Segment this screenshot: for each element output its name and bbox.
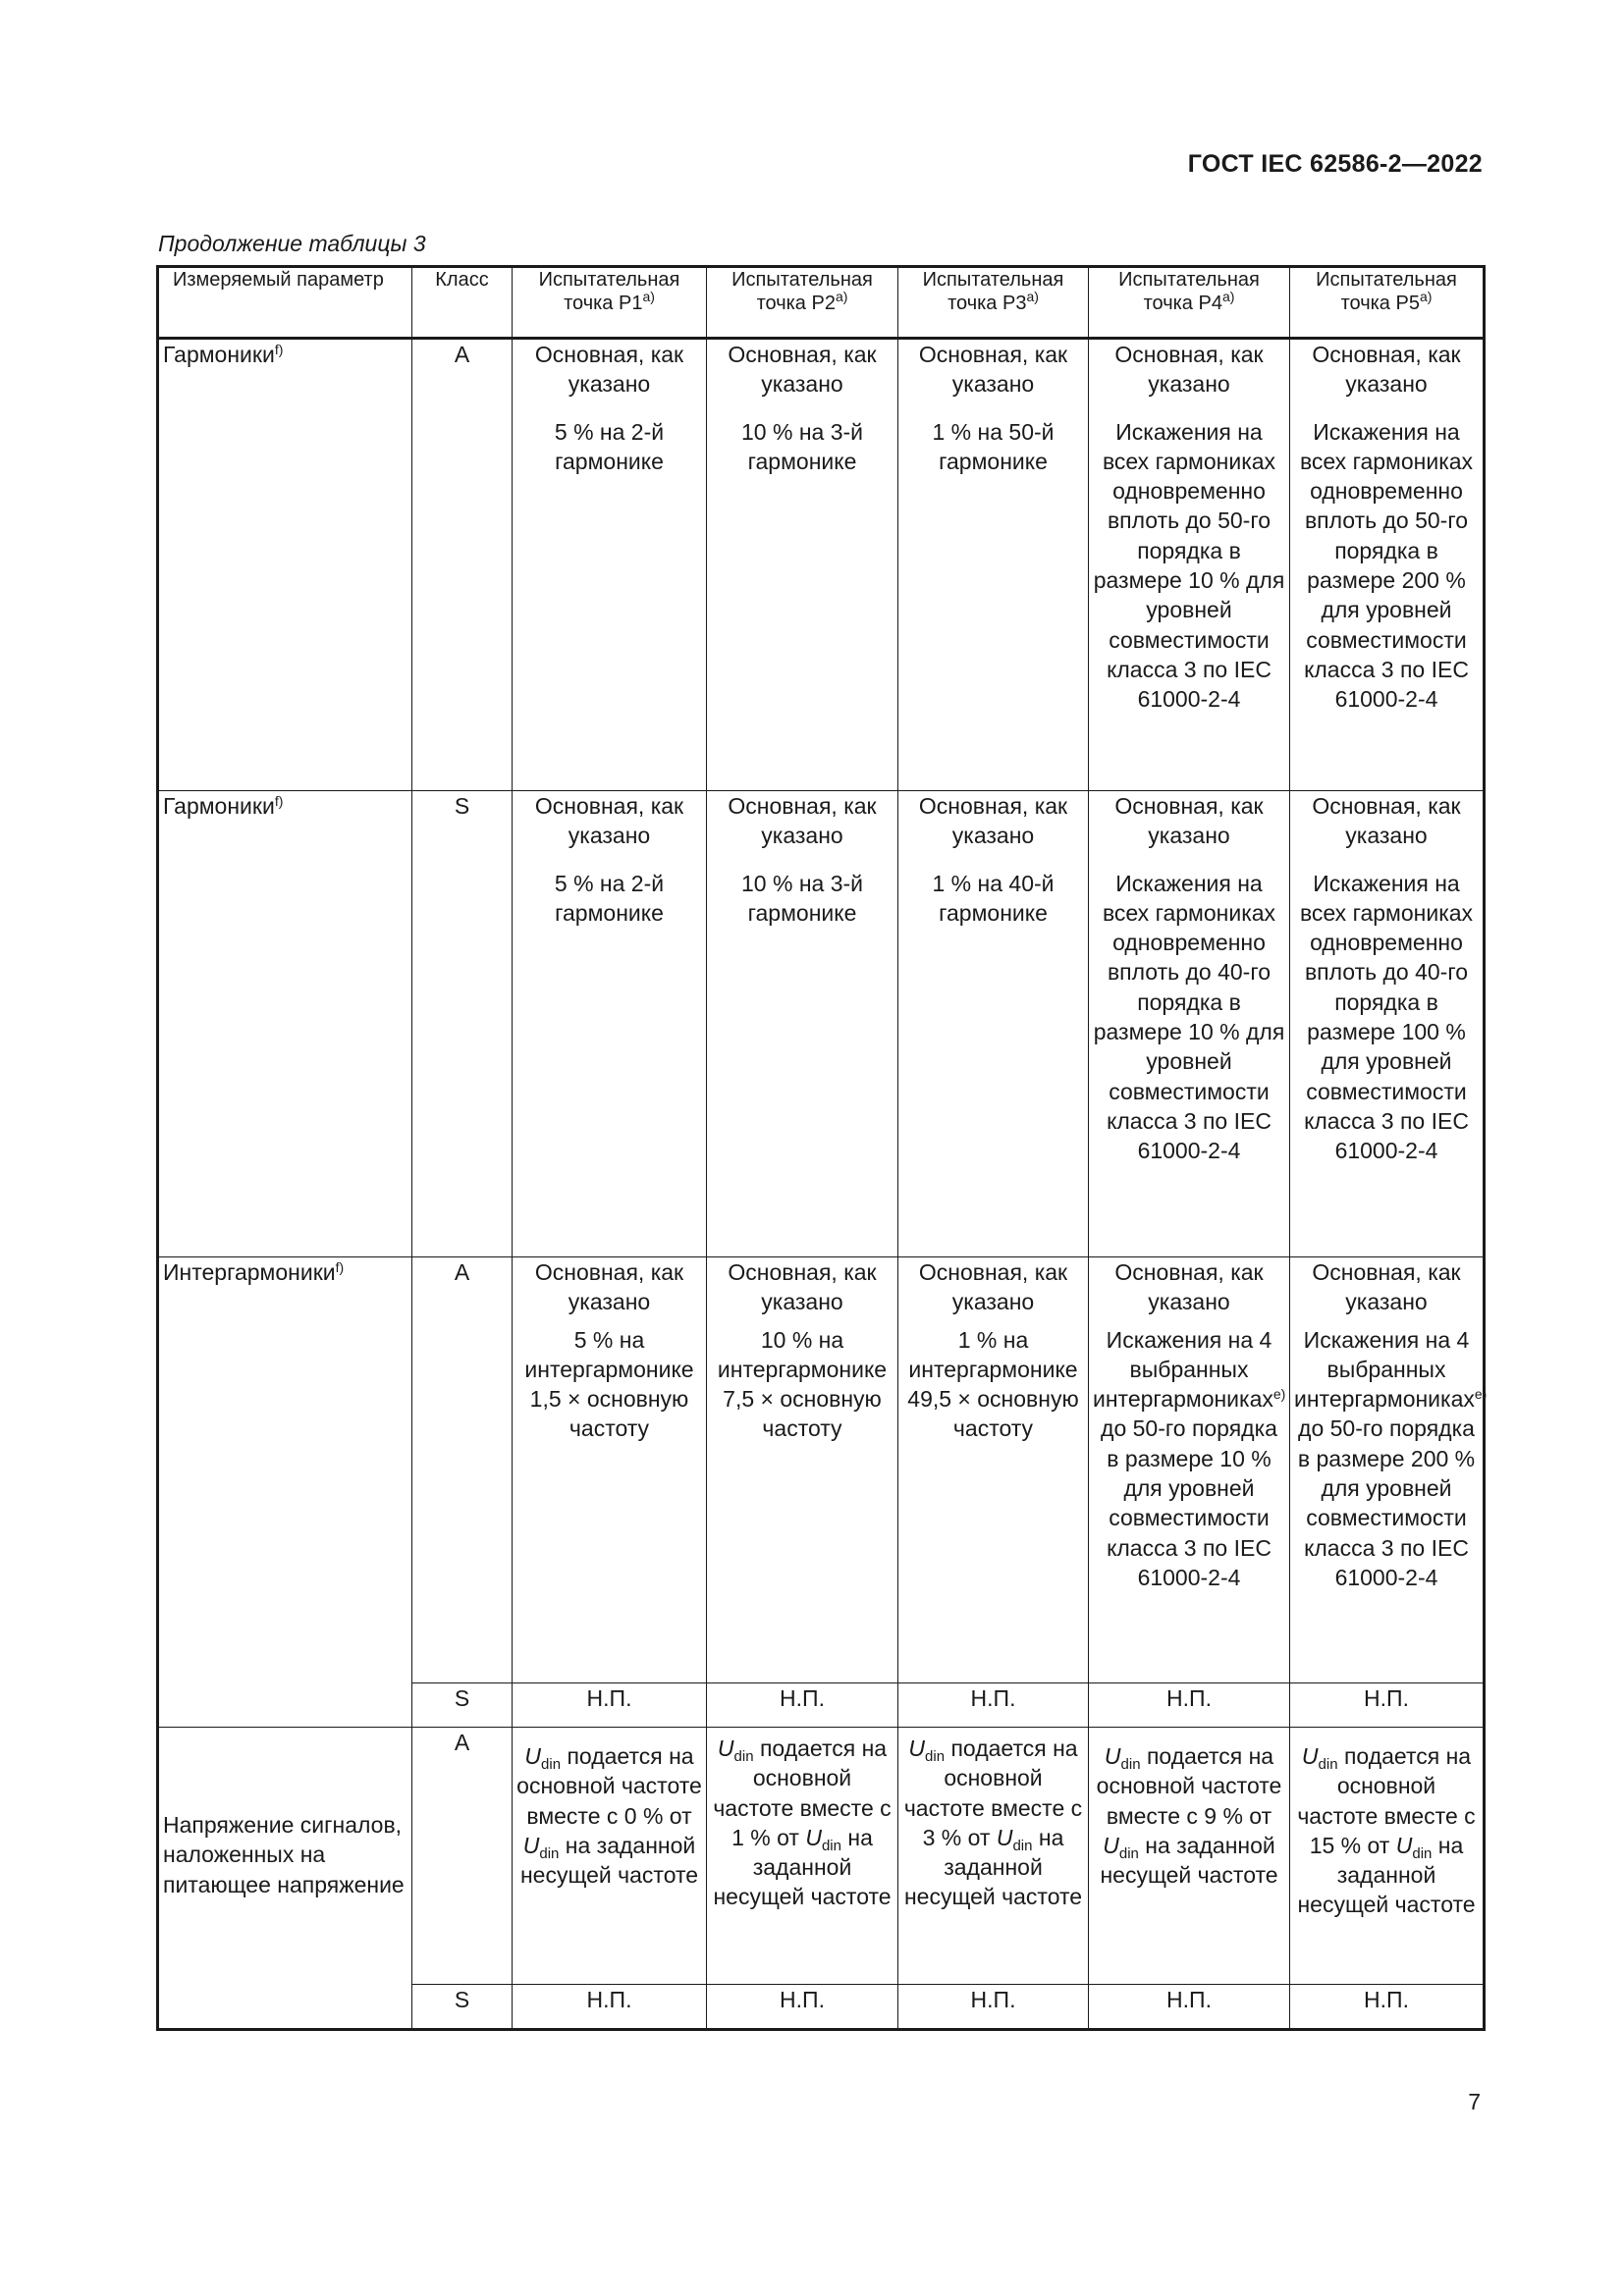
cell-signal-s-p1: Н.П. <box>513 1985 707 2030</box>
cell-signal-s-p2: Н.П. <box>707 1985 898 2030</box>
class-a: A <box>412 1257 513 1683</box>
cell-inter-a-p2: Основная, как указано 10 % на интергармонике 7,5 × основную частоту <box>707 1257 898 1683</box>
cell-harm-a-p2: Основная, как указано 10 % на 3-й гармонике <box>707 339 898 791</box>
cell-signal-a-p2: $U_{din}$ подается на основной частоте вместе с 1 % от $U_{din}$ на заданной несущей частоте <box>707 1728 898 1985</box>
parameters-table <box>156 265 1486 2031</box>
class-s: S <box>412 1985 513 2030</box>
cell-inter-s-p5: Н.П. <box>1290 1683 1485 1728</box>
row-signal-a <box>158 1728 1485 1985</box>
cell-harm-a-p3: Основная, как указано 1 % на 50-й гармонике <box>898 339 1089 791</box>
cell-harm-s-p3: Основная, как указано 1 % на 40-й гармонике <box>898 791 1089 1257</box>
cell-harm-a-p4: Основная, как указано Искажения на всех гармониках одновременно вплоть до 50-го порядка в размере 10 % для уровней совместимости класса 3 по IEC 61000-2-4 <box>1089 339 1290 791</box>
table-caption: Продолжение таблицы 3 <box>158 231 426 256</box>
cell-inter-a-p4: Основная, как указано Искажения на 4 выбранных интергармониках$^{e)}$ до 50-го порядка в размере 10 % для уровней совместимости класса 3 по IEC 61000-2-4 <box>1089 1257 1290 1683</box>
param-harmonics-a: Гармоники$^{f)}$ <box>158 339 412 791</box>
header-param: Измеряемый параметр <box>158 267 412 339</box>
cell-signal-s-p4: Н.П. <box>1089 1985 1290 2030</box>
cell-harm-s-p5: Основная, как указано Искажения на всех гармониках одновременно вплоть до 40-го порядка в размере 100 % для уровней совместимости класса 3 по IEC 61000-2-4 <box>1290 791 1485 1257</box>
header-p5: Испытательная точка P5$^{a)}$ <box>1290 267 1485 339</box>
cell-harm-a-p1: Основная, как указано 5 % на 2-й гармонике <box>513 339 707 791</box>
cell-signal-s-p3: Н.П. <box>898 1985 1089 2030</box>
table-header-row <box>158 267 1485 339</box>
class-s: S <box>412 791 513 1257</box>
cell-inter-s-p1: Н.П. <box>513 1683 707 1728</box>
param-harmonics-s: Гармоники$^{f)}$ <box>158 791 412 1257</box>
header-p3: Испытательная точка P3$^{a)}$ <box>898 267 1089 339</box>
cell-inter-s-p2: Н.П. <box>707 1683 898 1728</box>
cell-inter-a-p3: Основная, как указано 1 % на интергармонике 49,5 × основную частоту <box>898 1257 1089 1683</box>
row-harmonics-a <box>158 339 1485 791</box>
cell-signal-s-p5: Н.П. <box>1290 1985 1485 2030</box>
header-class: Класс <box>412 267 513 339</box>
cell-harm-s-p4: Основная, как указано Искажения на всех гармониках одновременно вплоть до 40-го порядка в размере 10 % для уровней совместимости класса 3 по IEC 61000-2-4 <box>1089 791 1290 1257</box>
param-signal-voltage: Напряжение сигналов, наложенных на питающее напряжение <box>158 1728 412 2030</box>
document-code: ГОСТ IEC 62586-2—2022 <box>1187 150 1483 178</box>
class-a: A <box>412 339 513 791</box>
cell-inter-a-p5: Основная, как указано Искажения на 4 выбранных интергармониках$^{e)}$ до 50-го порядка в размере 200 % для уровней совместимости класса 3 по IEC 61000-2-4 <box>1290 1257 1485 1683</box>
cell-signal-a-p4: $U_{din}$ подается на основной частоте вместе с 9 % от $U_{din}$ на заданной несущей частоте <box>1089 1728 1290 1985</box>
page-number: 7 <box>1468 2089 1481 2114</box>
class-s: S <box>412 1683 513 1728</box>
cell-inter-s-p3: Н.П. <box>898 1683 1089 1728</box>
cell-harm-s-p1: Основная, как указано 5 % на 2-й гармонике <box>513 791 707 1257</box>
header-p2: Испытательная точка P2$^{a)}$ <box>707 267 898 339</box>
cell-inter-s-p4: Н.П. <box>1089 1683 1290 1728</box>
row-harmonics-s <box>158 791 1485 1257</box>
cell-signal-a-p1: $U_{din}$ подается на основной частоте вместе с 0 % от $U_{din}$ на заданной несущей частоте <box>513 1728 707 1985</box>
header-p4: Испытательная точка P4$^{a)}$ <box>1089 267 1290 339</box>
header-p1: Испытательная точка P1$^{a)}$ <box>513 267 707 339</box>
cell-signal-a-p5: $U_{din}$ подается на основной частоте вместе с 15 % от $U_{din}$ на заданной несущей частоте <box>1290 1728 1485 1985</box>
cell-inter-a-p1: Основная, как указано 5 % на интергармонике 1,5 × основную частоту <box>513 1257 707 1683</box>
row-interharmonics-a <box>158 1257 1485 1683</box>
cell-signal-a-p3: $U_{din}$ подается на основной частоте вместе с 3 % от $U_{din}$ на заданной несущей частоте <box>898 1728 1089 1985</box>
param-interharmonics: Интергармоники$^{f)}$ <box>158 1257 412 1728</box>
cell-harm-a-p5: Основная, как указано Искажения на всех гармониках одновременно вплоть до 50-го порядка в размере 200 % для уровней совместимости класса 3 по IEC 61000-2-4 <box>1290 339 1485 791</box>
cell-harm-s-p2: Основная, как указано 10 % на 3-й гармонике <box>707 791 898 1257</box>
class-a: A <box>412 1728 513 1985</box>
